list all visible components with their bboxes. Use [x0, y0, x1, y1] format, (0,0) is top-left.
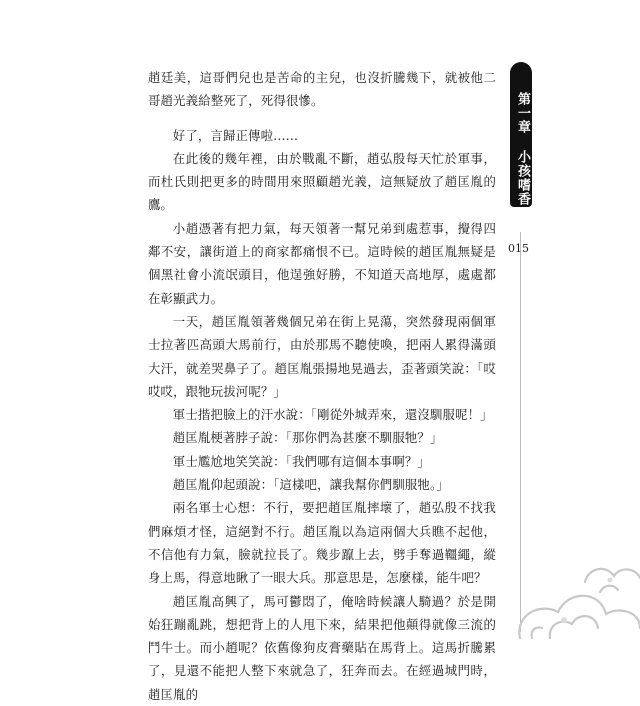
chapter-title: 小孩嗜香: [515, 150, 530, 206]
cloud-ornament-icon: [480, 520, 640, 640]
paragraph: 兩名軍士心想：不行，要把趙匡胤摔壞了，趙弘殷不找我們麻煩才怪，這絕對不行。趙匡胤以為這兩個大兵瞧不起他，不信他有力氣，臉就拉長了。幾步躥上去，劈手奪過韁繩，縱身上馬，得意地瞅了一眼大兵。那意思是，怎麼樣，能牛吧？: [148, 500, 496, 586]
paragraph: 趙廷美，這哥們兒也是苦命的主兒，也沒折騰幾下，就被他二哥趙光義給整死了，死得很慘。: [148, 70, 496, 109]
paragraph: 好了，言歸正傳啦……: [172, 127, 299, 143]
paragraph: 軍士尷尬地笑笑說：「我們哪有這個本事啊？」: [172, 453, 430, 469]
body-text: [148, 66, 496, 706]
paragraph: 趙匡胤梗著脖子說：「那你們為甚麼不馴服牠？」: [172, 430, 443, 446]
chapter-heading: [505, 92, 539, 206]
chapter-side-tab: [505, 50, 539, 220]
paragraph: 一天，趙匡胤領著幾個兄弟在街上晃蕩，突然發現兩個軍士拉著匹高頭大馬前行，由於那馬不聽使喚，把兩人累得滿頭大汗，就差哭鼻子了。趙匡胤張揚地晃過去，歪著頭笑說：「哎哎哎，跟牠玩拔河呢？」: [148, 313, 496, 399]
paragraph: 趙匡胤高興了，馬可鬱悶了，俺啥時候讓人騎過？於是開始狂蹦亂跳，想把背上的人甩下來，結果把他顛得就像三流的鬥牛士。而小趙呢？依舊像狗皮膏藥貼在馬背上。這馬折騰累了，見還不能把人整下來就急了，狂奔而去。在經過城門時，趙匡胤的: [148, 593, 496, 702]
paragraph: 在此後的幾年裡，由於戰亂不斷，趙弘殷每天忙於軍事，而杜氏則把更多的時間用來照顧趙光義，這無疑放了趙匡胤的鷹。: [148, 150, 496, 213]
paragraph: 軍士揩把臉上的汗水說：「剛從外城弄來，還沒馴服呢！」: [172, 407, 493, 423]
chapter-number: 第一章: [515, 92, 530, 134]
paragraph: 趙匡胤仰起頭說：「這樣吧，讓我幫你們馴服牠。」: [172, 477, 449, 493]
page-number: 015: [508, 242, 529, 255]
paragraph: 小趙憑著有把力氣，每天領著一幫兄弟到處惹事，攪得四鄰不安，讓街道上的商家都痛恨不已。這時候的趙匡胤無疑是個黑社會小流氓頭目，他逞強好勝，不知道天高地厚，處處都在彰顯武力。: [148, 220, 496, 306]
